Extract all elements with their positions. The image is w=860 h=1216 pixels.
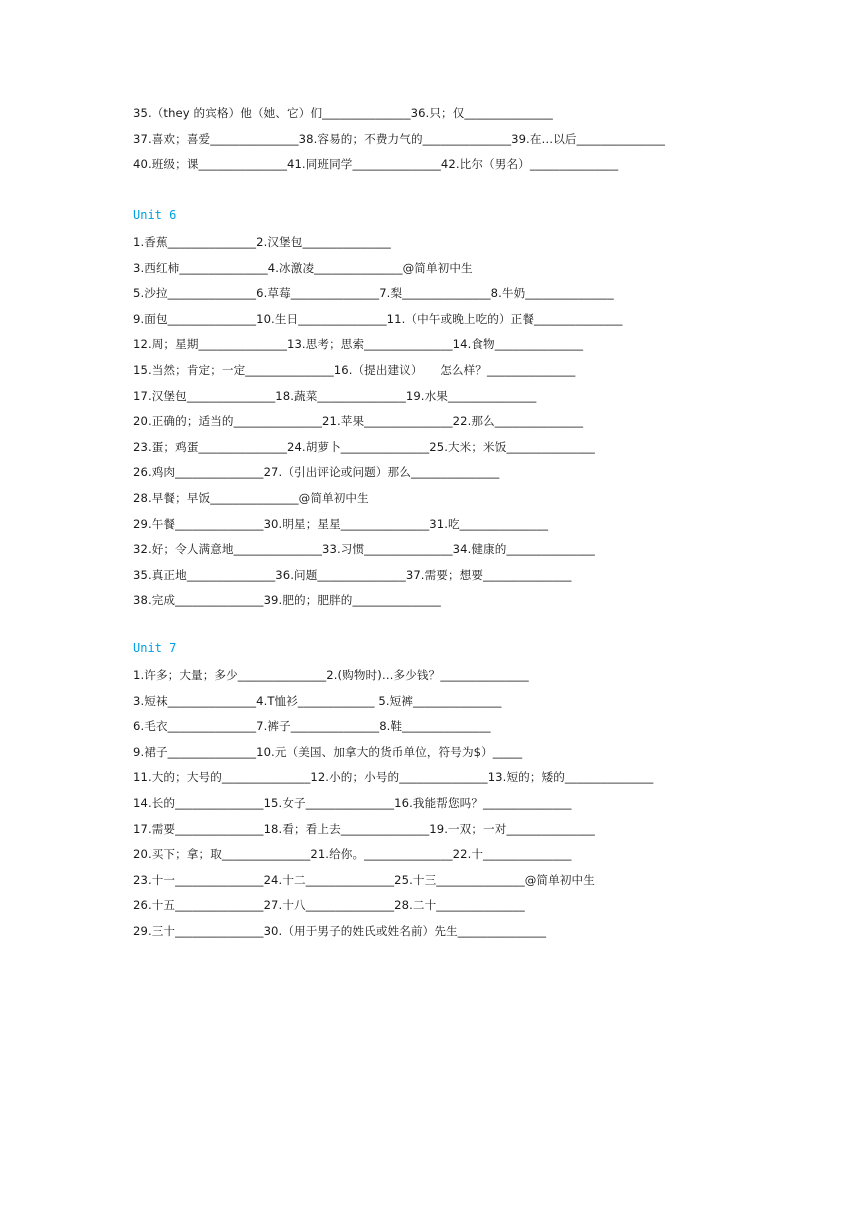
- vocab-line: 37.喜欢；喜爱_______________38.容易的；不费力气的_______________39.在…以后_______________: [133, 131, 666, 146]
- vocab-line: 35.（they 的宾格）他（她、它）们_______________36.只；仅_______________: [133, 106, 553, 120]
- vocab-line: 12.周；星期_______________13.思考；思索_______________14.食物_______________: [133, 337, 584, 352]
- vocab-line: 38.完成_______________39.肥的；肥胖的_______________: [133, 593, 441, 608]
- vocab-line: 40.班级；课_______________41.同班同学_______________42.比尔（男名）_______________: [133, 157, 619, 172]
- vocab-line: 17.汉堡包_______________18.蔬菜_______________19.水果_______________: [133, 388, 537, 403]
- vocab-line: 5.沙拉_______________6.草莓_______________7.梨_______________8.牛奶_______________: [133, 286, 614, 301]
- vocab-line: 6.毛衣_______________7.裤子_______________8.鞋_______________: [133, 719, 491, 734]
- unit7-section: [133, 637, 833, 945]
- vocab-line: 26.十五_______________27.十八_______________28.二十_______________: [133, 898, 525, 913]
- vocab-line: 23.十一_______________24.十二_______________25.十三_______________@简单初中生: [133, 872, 595, 887]
- unit6-section: [133, 204, 833, 614]
- vocab-line: 23.蛋；鸡蛋_______________24.胡萝卜_______________25.大米；米饭_______________: [133, 439, 595, 454]
- vocab-line: 3.短袜_______________4.T恤衫_____________ 5.短裤_______________: [133, 693, 502, 708]
- vocab-line: 9.裙子_______________10.元（美国、加拿大的货币单位，符号为$）_____: [133, 744, 523, 759]
- vocab-line: 11.大的；大号的_______________12.小的；小号的_______________13.短的；矮的_______________: [133, 770, 654, 785]
- vocab-line: 26.鸡肉_______________27.（引出评论或问题）那么_______________: [133, 465, 500, 480]
- vocab-line: 3.西红柿_______________4.冰激凌_______________@简单初中生: [133, 260, 473, 275]
- vocab-line: 17.需要_______________18.看；看上去_______________19.一双；一对_______________: [133, 821, 595, 836]
- vocab-line: 32.好；令人满意地_______________33.习惯_______________34.健康的_______________: [133, 542, 595, 557]
- vocab-line: 9.面包_______________10.生日_______________11.（中午或晚上吃的）正餐_______________: [133, 311, 623, 326]
- vocab-line: 20.买下；拿；取_______________21.给你。_______________22.十_______________: [133, 847, 572, 862]
- vocab-line: 14.长的_______________15.女子_______________16.我能帮您吗？_______________: [133, 795, 572, 810]
- top-vocab-block: [133, 101, 833, 178]
- vocab-line: 28.早餐；早饭_______________@简单初中生: [133, 490, 369, 505]
- unit7-heading: Unit 7: [133, 641, 177, 655]
- unit6-heading: Unit 6: [133, 208, 177, 222]
- vocab-line: 35.真正地_______________36.问题_______________37.需要；想要_______________: [133, 567, 572, 582]
- vocab-line: 29.三十_______________30.（用于男子的姓氏或姓名前）先生_______________: [133, 923, 547, 938]
- vocab-line: 20.正确的；适当的_______________21.苹果_______________22.那么_______________: [133, 414, 584, 429]
- vocab-line: 1.香蕉_______________2.汉堡包_______________: [133, 235, 391, 249]
- vocab-line: 15.当然；肯定；一定_______________16.（提出建议） 怎么样？_______________: [133, 362, 576, 377]
- vocab-line: 29.午餐_______________30.明星；星星_______________31.吃_______________: [133, 516, 549, 531]
- vocab-line: 1.许多；大量；多少_______________2.(购物时)…多少钱？_______________: [133, 668, 529, 682]
